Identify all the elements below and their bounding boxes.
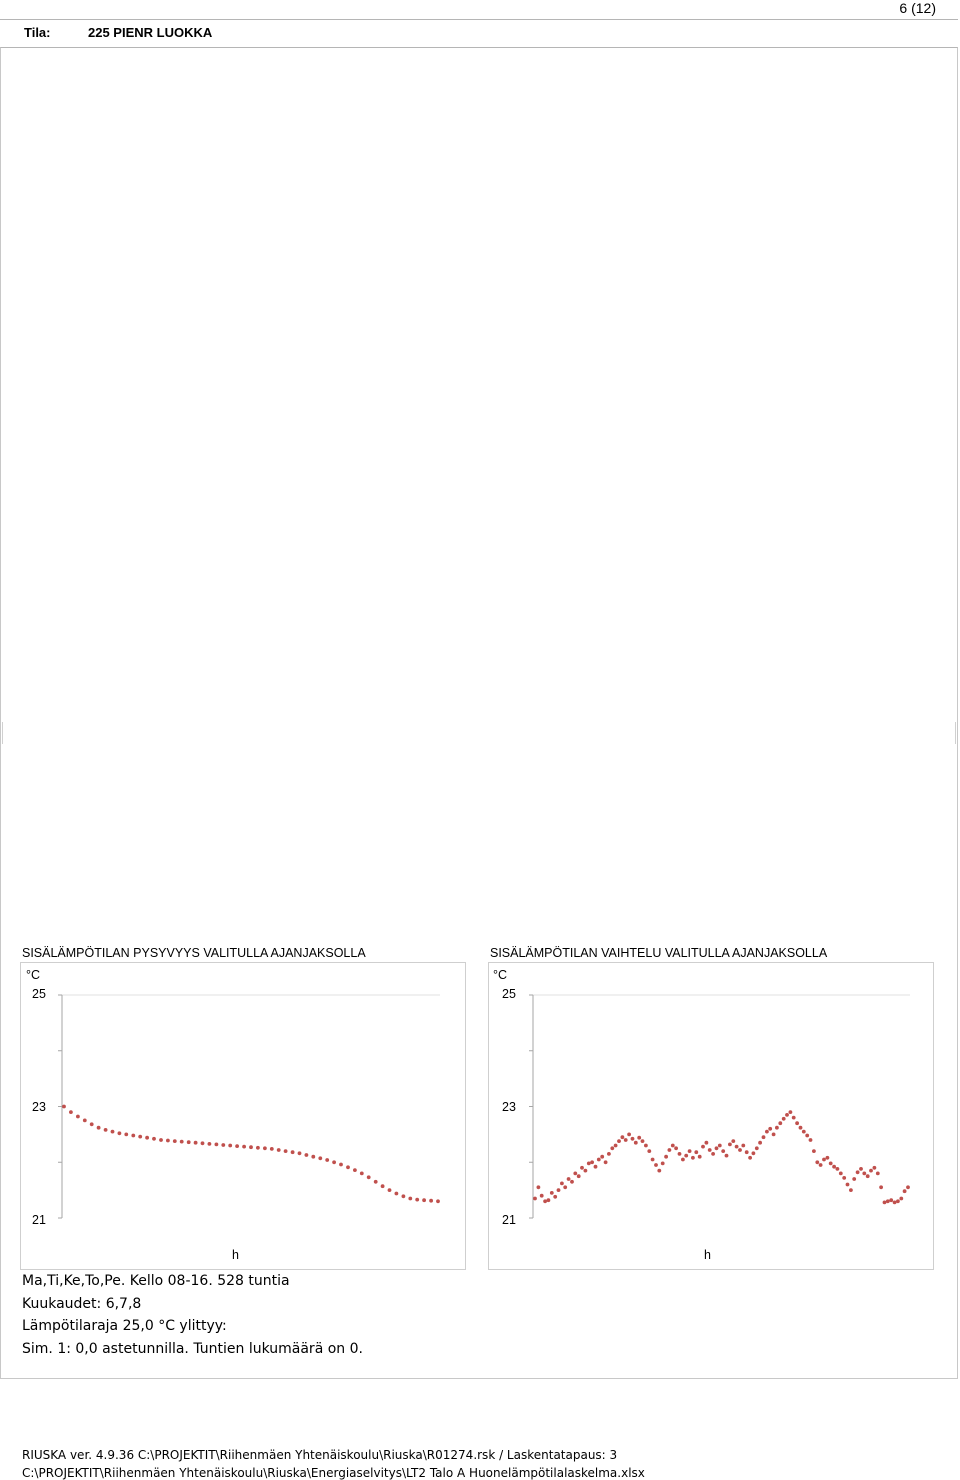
left-chart-y-unit: °C [26, 968, 41, 982]
note-limit: Lämpötilaraja 25,0 °C ylittyy: [22, 1318, 227, 1334]
left-chart-point [339, 1163, 343, 1167]
right-chart-ytick-21: 21 [502, 1213, 516, 1227]
left-chart-point [256, 1146, 260, 1150]
left-chart-point [415, 1198, 419, 1202]
left-chart-point [138, 1135, 142, 1139]
right-chart-y-unit: °C [493, 968, 508, 982]
left-chart-point [76, 1115, 80, 1119]
left-chart-title: SISÄLÄMPÖTILAN PYSYVYYS VALITULLA AJANJAKSOLLA [22, 946, 366, 960]
room-label: Tila: [24, 25, 51, 40]
left-chart-point [374, 1180, 378, 1184]
note-result: Sim. 1: 0,0 astetunnilla. Tuntien lukumäärä on 0. [22, 1341, 363, 1357]
left-chart-point [408, 1197, 412, 1201]
left-chart-point [381, 1184, 385, 1188]
left-chart-point [194, 1141, 198, 1145]
left-chart-point [235, 1144, 239, 1148]
left-chart-point [249, 1145, 253, 1149]
left-chart-point [187, 1140, 191, 1144]
left-chart-ytick-25: 25 [32, 987, 46, 1001]
left-chart-point [436, 1199, 440, 1203]
footer-line-2: C:\PROJEKTIT\Riihenmäen Yhtenäiskoulu\Riuska\Energiaselvitys\LT2 Talo A Huonelämpötilalaskelma.xlsx [22, 1466, 645, 1480]
left-chart-point [298, 1151, 302, 1155]
left-chart-point [221, 1143, 225, 1147]
left-chart-point [270, 1147, 274, 1151]
left-chart-point [318, 1156, 322, 1160]
left-chart-point [228, 1144, 232, 1148]
left-chart-point [159, 1138, 163, 1142]
left-chart-point [388, 1188, 392, 1192]
left-chart-point [277, 1148, 281, 1152]
left-chart-point [311, 1155, 315, 1159]
left-chart-point [353, 1168, 357, 1172]
left-chart-point [208, 1142, 212, 1146]
left-chart-point [173, 1139, 177, 1143]
note-period: Ma,Ti,Ke,To,Pe. Kello 08-16. 528 tuntia [22, 1273, 290, 1289]
right-chart-ytick-25: 25 [502, 987, 516, 1001]
left-chart-point [97, 1126, 101, 1130]
right-chart-frame [488, 962, 934, 1270]
left-chart-point [284, 1149, 288, 1153]
left-chart-point [166, 1139, 170, 1143]
left-chart-x-unit: h [232, 1248, 239, 1262]
left-chart-point [180, 1140, 184, 1144]
left-chart-point [325, 1158, 329, 1162]
left-chart-point [145, 1136, 149, 1140]
left-chart-point [367, 1175, 371, 1179]
left-chart-point [291, 1150, 295, 1154]
right-chart-x-unit: h [704, 1248, 711, 1262]
left-chart-point [429, 1199, 433, 1203]
left-chart-point [242, 1145, 246, 1149]
left-chart-point [111, 1130, 115, 1134]
left-chart-point [152, 1137, 156, 1141]
left-chart-point [104, 1128, 108, 1132]
left-chart-point [305, 1153, 309, 1157]
left-chart-point [90, 1122, 94, 1126]
left-chart-ytick-21: 21 [32, 1213, 46, 1227]
right-chart-ytick-23: 23 [502, 1100, 516, 1114]
page-number: 6 (12) [899, 0, 936, 16]
left-chart-point [422, 1198, 426, 1202]
left-chart-point [69, 1110, 73, 1114]
left-chart-point [62, 1105, 66, 1109]
footer-line-1: RIUSKA ver. 4.9.36 C:\PROJEKTIT\Riihenmäen Yhtenäiskoulu\Riuska\R01274.rsk / Laskentatapaus: 3 [22, 1448, 618, 1462]
left-chart-point [131, 1134, 135, 1138]
left-chart-point [118, 1131, 122, 1135]
room-value: 225 PIENR LUOKKA [88, 25, 213, 40]
left-chart-point [83, 1119, 87, 1123]
left-chart-point [215, 1143, 219, 1147]
left-chart-point [201, 1141, 205, 1145]
left-chart-ytick-23: 23 [32, 1100, 46, 1114]
left-chart-point [346, 1165, 350, 1169]
right-chart-title: SISÄLÄMPÖTILAN VAIHTELU VALITULLA AJANJAKSOLLA [490, 946, 828, 960]
left-chart-point [395, 1192, 399, 1196]
note-months: Kuukaudet: 6,7,8 [22, 1296, 142, 1312]
left-chart-point [124, 1133, 128, 1137]
left-chart-point [360, 1172, 364, 1176]
left-chart-point [263, 1146, 267, 1150]
left-chart-point [332, 1160, 336, 1164]
left-chart-point [402, 1194, 406, 1198]
